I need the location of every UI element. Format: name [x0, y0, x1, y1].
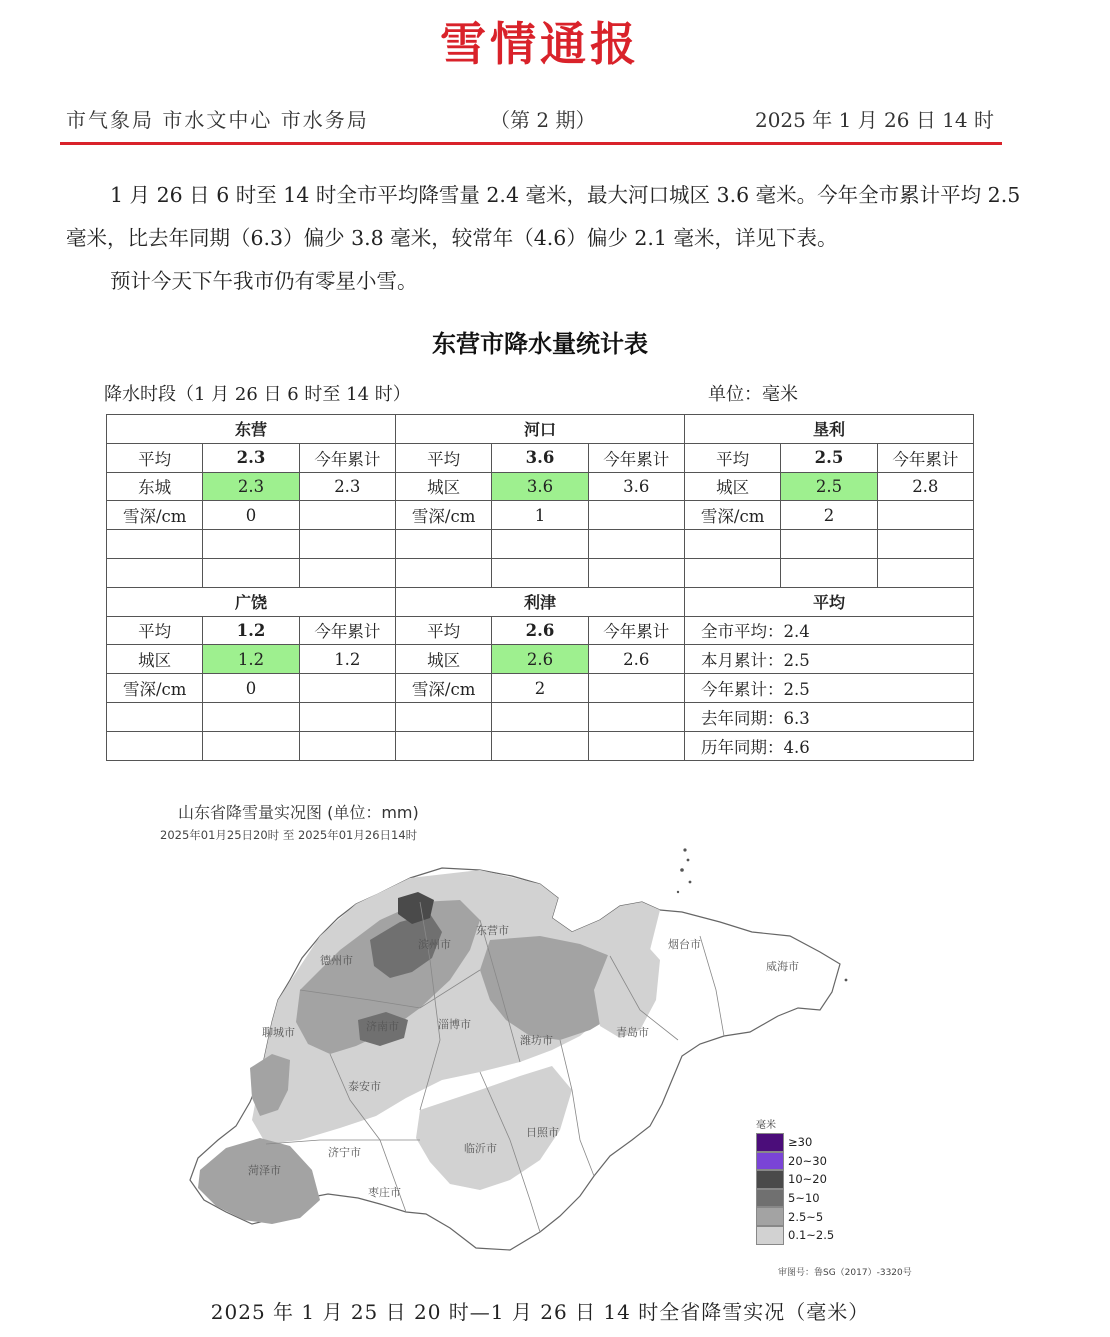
empty-cell	[492, 702, 588, 731]
table-unit: 单位：毫米	[708, 384, 798, 405]
empty-cell	[107, 731, 203, 760]
summary-item: 本月累计：2.5	[684, 645, 973, 674]
table-row	[107, 587, 974, 616]
empty-cell	[299, 674, 395, 703]
legend-swatch	[756, 1133, 784, 1152]
legend-item	[756, 1207, 834, 1226]
summary-item: 全市平均：2.4	[684, 616, 973, 645]
station-name: 城区	[684, 472, 780, 501]
empty-cell	[588, 530, 684, 559]
empty-cell	[588, 558, 684, 587]
forecast-paragraph: 预计今天下午我市仍有零星小雪。	[110, 269, 418, 293]
district-header: 东营	[107, 415, 396, 444]
legend-item	[756, 1170, 834, 1189]
table-row	[107, 443, 974, 472]
empty-cell	[203, 731, 299, 760]
station-value: 2.6	[492, 645, 588, 674]
legend-item	[756, 1133, 834, 1152]
empty-cell	[395, 558, 491, 587]
issue-date: 2025 年 1 月 26 日 14 时	[754, 108, 994, 132]
table-row	[107, 530, 974, 559]
empty-cell	[299, 558, 395, 587]
empty-cell	[203, 702, 299, 731]
shandong-snowfall-map	[180, 840, 850, 1260]
empty-cell	[299, 702, 395, 731]
legend-unit: 毫米	[756, 1120, 776, 1131]
legend-label: ≥30	[788, 1135, 813, 1150]
issuing-agencies: 市气象局 市水文中心 市水务局	[66, 108, 369, 132]
map-legend	[756, 1116, 834, 1245]
station-name: 城区	[395, 472, 491, 501]
empty-cell	[588, 501, 684, 530]
empty-cell	[395, 702, 491, 731]
district-header: 利津	[395, 587, 684, 616]
empty-cell	[203, 558, 299, 587]
district-header: 广饶	[107, 587, 396, 616]
empty-cell	[299, 501, 395, 530]
avg-label: 平均	[395, 443, 491, 472]
table-row	[107, 702, 974, 731]
avg-label: 平均	[107, 616, 203, 645]
legend-label: 0.1~2.5	[788, 1228, 835, 1243]
district-header: 河口	[395, 415, 684, 444]
empty-cell	[299, 731, 395, 760]
avg-label: 平均	[395, 616, 491, 645]
city-label: 淄博市	[438, 1018, 471, 1031]
city-label: 聊城市	[262, 1026, 295, 1039]
station-name: 东城	[107, 472, 203, 501]
station-name: 城区	[395, 645, 491, 674]
summary-item: 今年累计：2.5	[684, 674, 973, 703]
snow-label: 雪深/cm	[107, 674, 203, 703]
table-row	[107, 731, 974, 760]
city-label: 泰安市	[348, 1080, 381, 1093]
city-label: 潍坊市	[520, 1034, 553, 1047]
legend-swatch	[756, 1170, 784, 1189]
station-value: 2.5	[781, 472, 877, 501]
snow-label: 雪深/cm	[395, 674, 491, 703]
city-label: 枣庄市	[368, 1186, 401, 1199]
ytd-label: 今年累计	[588, 443, 684, 472]
issue-bar	[66, 104, 1000, 136]
table-row	[107, 501, 974, 530]
summary-item: 历年同期：4.6	[684, 731, 973, 760]
snow-label: 雪深/cm	[107, 501, 203, 530]
table-row	[107, 674, 974, 703]
empty-cell	[492, 731, 588, 760]
empty-cell	[492, 530, 588, 559]
empty-cell	[588, 674, 684, 703]
station-value: 3.6	[492, 472, 588, 501]
city-label: 威海市	[766, 960, 799, 973]
station-ytd: 1.2	[299, 645, 395, 674]
snow-label: 雪深/cm	[684, 501, 780, 530]
map-caption: 2025 年 1 月 25 日 20 时—1 月 26 日 14 时全省降雪实况（毫米）	[210, 1300, 870, 1324]
city-label: 德州市	[320, 954, 353, 967]
table-row	[107, 645, 974, 674]
legend-item	[756, 1152, 834, 1171]
empty-cell	[395, 731, 491, 760]
empty-cell	[492, 558, 588, 587]
avg-label: 平均	[107, 443, 203, 472]
legend-swatch	[756, 1207, 784, 1226]
summary-paragraph: 1 月 26 日 6 时至 14 时全市平均降雪量 2.4 毫米，最大河口城区 3.6 毫米。今年全市累计平均 2.5 毫米，比去年同期（6.3）偏少 3.8 毫米，较常年（4.6）偏少 2.1 毫米，详见下表。	[66, 183, 1021, 250]
city-label: 菏泽市	[248, 1164, 281, 1177]
district-avg: 1.2	[203, 616, 299, 645]
legend-item	[756, 1189, 834, 1208]
table-row	[107, 616, 974, 645]
header-divider	[60, 142, 1002, 145]
empty-cell	[107, 530, 203, 559]
map-time-range: 2025年01月25日20时 至 2025年01月26日14时	[160, 828, 418, 842]
snow-depth: 0	[203, 501, 299, 530]
city-label: 青岛市	[616, 1026, 649, 1039]
district-avg: 2.6	[492, 616, 588, 645]
report-title: 雪情通报	[440, 17, 640, 71]
city-label: 烟台市	[668, 938, 701, 951]
empty-cell	[877, 558, 973, 587]
empty-cell	[107, 702, 203, 731]
city-label: 济宁市	[328, 1146, 361, 1159]
snow-depth: 0	[203, 674, 299, 703]
station-value: 1.2	[203, 645, 299, 674]
station-ytd: 2.6	[588, 645, 684, 674]
legend-label: 2.5~5	[788, 1209, 824, 1224]
table-row	[107, 558, 974, 587]
district-avg: 2.5	[781, 443, 877, 472]
avg-label: 平均	[684, 443, 780, 472]
station-ytd: 2.3	[299, 472, 395, 501]
legend-item	[756, 1226, 834, 1245]
snow-depth: 2	[492, 674, 588, 703]
empty-cell	[781, 530, 877, 559]
district-header: 垦利	[684, 415, 973, 444]
snow-depth: 2	[781, 501, 877, 530]
table-row	[107, 472, 974, 501]
table-title: 东营市降水量统计表	[432, 330, 648, 358]
city-label: 日照市	[526, 1126, 559, 1139]
legend-label: 5~10	[788, 1191, 820, 1206]
city-label: 临沂市	[464, 1142, 497, 1155]
empty-cell	[395, 530, 491, 559]
empty-cell	[684, 530, 780, 559]
city-label: 济南市	[366, 1020, 399, 1033]
legend-swatch	[756, 1152, 784, 1171]
station-name: 城区	[107, 645, 203, 674]
legend-swatch	[756, 1226, 784, 1245]
legend-label: 20~30	[788, 1153, 827, 1168]
empty-cell	[588, 731, 684, 760]
ytd-label: 今年累计	[299, 616, 395, 645]
empty-cell	[684, 558, 780, 587]
issue-number: （第 2 期）	[490, 108, 596, 132]
empty-cell	[877, 501, 973, 530]
summary-item: 去年同期：6.3	[684, 702, 973, 731]
empty-cell	[203, 530, 299, 559]
ytd-label: 今年累计	[588, 616, 684, 645]
empty-cell	[877, 530, 973, 559]
empty-cell	[299, 530, 395, 559]
ytd-label: 今年累计	[299, 443, 395, 472]
empty-cell	[107, 558, 203, 587]
legend-label: 10~20	[788, 1172, 827, 1187]
city-label: 东营市	[476, 924, 509, 937]
legend-swatch	[756, 1189, 784, 1208]
station-value: 2.3	[203, 472, 299, 501]
station-ytd: 2.8	[877, 472, 973, 501]
table-period: 降水时段（1 月 26 日 6 时至 14 时）	[104, 384, 411, 405]
precipitation-table	[106, 414, 974, 761]
district-avg: 3.6	[492, 443, 588, 472]
ytd-label: 今年累计	[877, 443, 973, 472]
map-approval-number: 审图号：鲁SG（2017）-3320号	[778, 1268, 912, 1278]
snow-depth: 1	[492, 501, 588, 530]
summary-header: 平均	[684, 587, 973, 616]
table-row	[107, 415, 974, 444]
district-avg: 2.3	[203, 443, 299, 472]
map-title: 山东省降雪量实况图 (单位：mm)	[178, 803, 419, 822]
empty-cell	[781, 558, 877, 587]
empty-cell	[588, 702, 684, 731]
city-label: 滨州市	[418, 938, 451, 951]
snow-label: 雪深/cm	[395, 501, 491, 530]
station-ytd: 3.6	[588, 472, 684, 501]
